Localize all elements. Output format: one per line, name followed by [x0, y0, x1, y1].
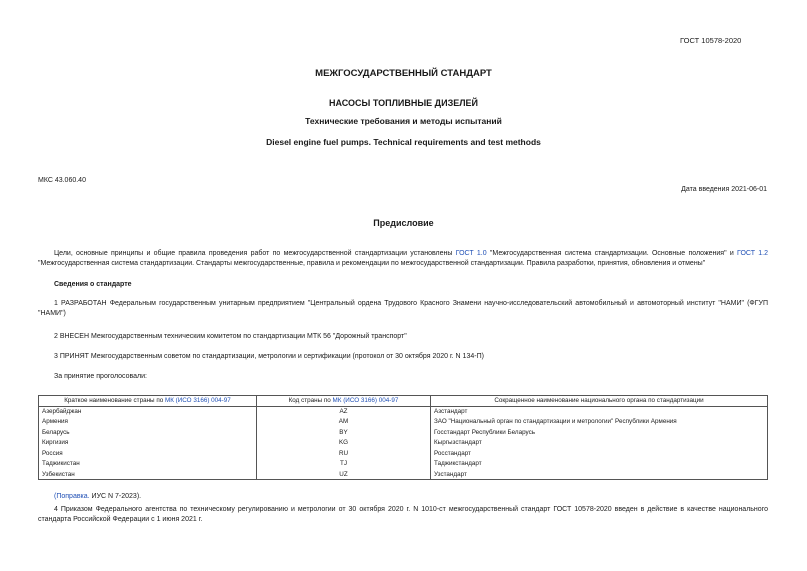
standard-info-heading: Сведения о стандарте — [54, 281, 132, 288]
country-cell: Беларусь — [39, 427, 257, 438]
gost-1-0-link[interactable]: ГОСТ 1.0 — [455, 250, 487, 257]
iso-3166-link[interactable]: МК (ИСО 3166) 004-97 — [332, 397, 399, 405]
document-title-english: Diesel engine fuel pumps. Technical requirements and test methods — [266, 137, 541, 147]
item-introduced: 2 ВНЕСЕН Межгосударственным техническим комитетом по стандартизации МТК 56 "Дорожный транспорт" — [54, 333, 407, 340]
code-cell: UZ — [257, 469, 431, 480]
document-code: ГОСТ 10578-2020 — [680, 36, 742, 45]
code-cell: BY — [257, 427, 431, 438]
org-cell: ЗАО "Национальный орган по стандартизации и метрологии" Республики Армения — [431, 417, 768, 428]
item-enacted: 4 Приказом Федерального агентства по техническому регулированию и метрологии от 30 октября 2020 г. N 1010-ст межгосударственный стандарт ГОСТ 10578-2020 введен в действие в качестве национального стандарта Российской Федерации с 1 июня 2021 г. — [38, 506, 768, 523]
header-country — [39, 396, 257, 407]
amendment-text: ИУС N 7-2023). — [89, 493, 142, 500]
gost-1-2-link[interactable]: ГОСТ 1.2 — [737, 250, 768, 257]
code-cell: AZ — [257, 406, 431, 417]
mks-code: МКС 43.060.40 — [38, 177, 86, 184]
item-developed: 1 РАЗРАБОТАН Федеральным государственным унитарным предприятием "Центральный ордена Трудового Красного Знамени научно-исследовательский автомобильный и автомоторный институт "НАМИ" (ФГУП "НАМИ") — [38, 300, 768, 317]
header-code — [257, 396, 431, 407]
item-adopted: 3 ПРИНЯТ Межгосударственным советом по стандартизации, метрологии и сертификации (протокол от 30 октября 2020 г. N 134-П) — [54, 353, 484, 360]
org-cell: Госстандарт Республики Беларусь — [431, 427, 768, 438]
preface-heading: Предисловие — [373, 218, 434, 228]
country-cell: Таджикистан — [39, 459, 257, 470]
country-cell: Киргизия — [39, 438, 257, 449]
table-row — [39, 427, 768, 438]
iso-3166-link[interactable]: МК (ИСО 3166) 004-97 — [164, 397, 231, 405]
table-row — [39, 448, 768, 459]
country-cell: Узбекистан — [39, 469, 257, 480]
standard-heading: МЕЖГОСУДАРСТВЕННЫЙ СТАНДАРТ — [315, 68, 492, 79]
intro-text-2: "Межгосударственная система стандартизации. Основные положения" и — [486, 250, 738, 257]
org-cell: Азстандарт — [431, 406, 768, 417]
code-cell: TJ — [257, 459, 431, 470]
introduction-date: Дата введения 2021-06-01 — [681, 186, 767, 193]
table-row — [39, 459, 768, 470]
preface-intro-paragraph — [38, 249, 768, 269]
country-cell: Россия — [39, 448, 257, 459]
intro-text-3: "Межгосударственная система стандартизации. Стандарты межгосударственные, правила и рекомендации по межгосударственной стандартизации. Правила разработки, принятия, обновления и отмены" — [38, 260, 706, 267]
voting-countries-table — [38, 395, 768, 480]
table-row — [39, 406, 768, 417]
voted-label: За принятие проголосовали: — [54, 373, 147, 380]
table-row — [39, 469, 768, 480]
table-header-row — [39, 396, 768, 407]
org-cell: Росстандарт — [431, 448, 768, 459]
code-cell: AM — [257, 417, 431, 428]
amendment-note — [38, 492, 768, 502]
org-cell: Таджикстандарт — [431, 459, 768, 470]
org-cell: Кыргызстандарт — [431, 438, 768, 449]
table-row — [39, 417, 768, 428]
country-cell: Азербайджан — [39, 406, 257, 417]
amendment-link[interactable]: (Поправка. — [54, 493, 90, 500]
document-subtitle: Технические требования и методы испытаний — [305, 116, 502, 126]
org-cell: Узстандарт — [431, 469, 768, 480]
intro-text-1: Цели, основные принципы и общие правила проведения работ по межгосударственной стандартизации установлены — [54, 250, 456, 257]
header-organization: Сокращенное наименование национального органа по стандартизации — [431, 396, 768, 407]
code-cell: RU — [257, 448, 431, 459]
document-title: НАСОСЫ ТОПЛИВНЫЕ ДИЗЕЛЕЙ — [328, 98, 478, 108]
table-row — [39, 438, 768, 449]
header-country-text: Краткое наименование страны по — [64, 397, 165, 405]
country-cell: Армения — [39, 417, 257, 428]
code-cell: KG — [257, 438, 431, 449]
header-code-text: Код страны по — [288, 397, 333, 405]
